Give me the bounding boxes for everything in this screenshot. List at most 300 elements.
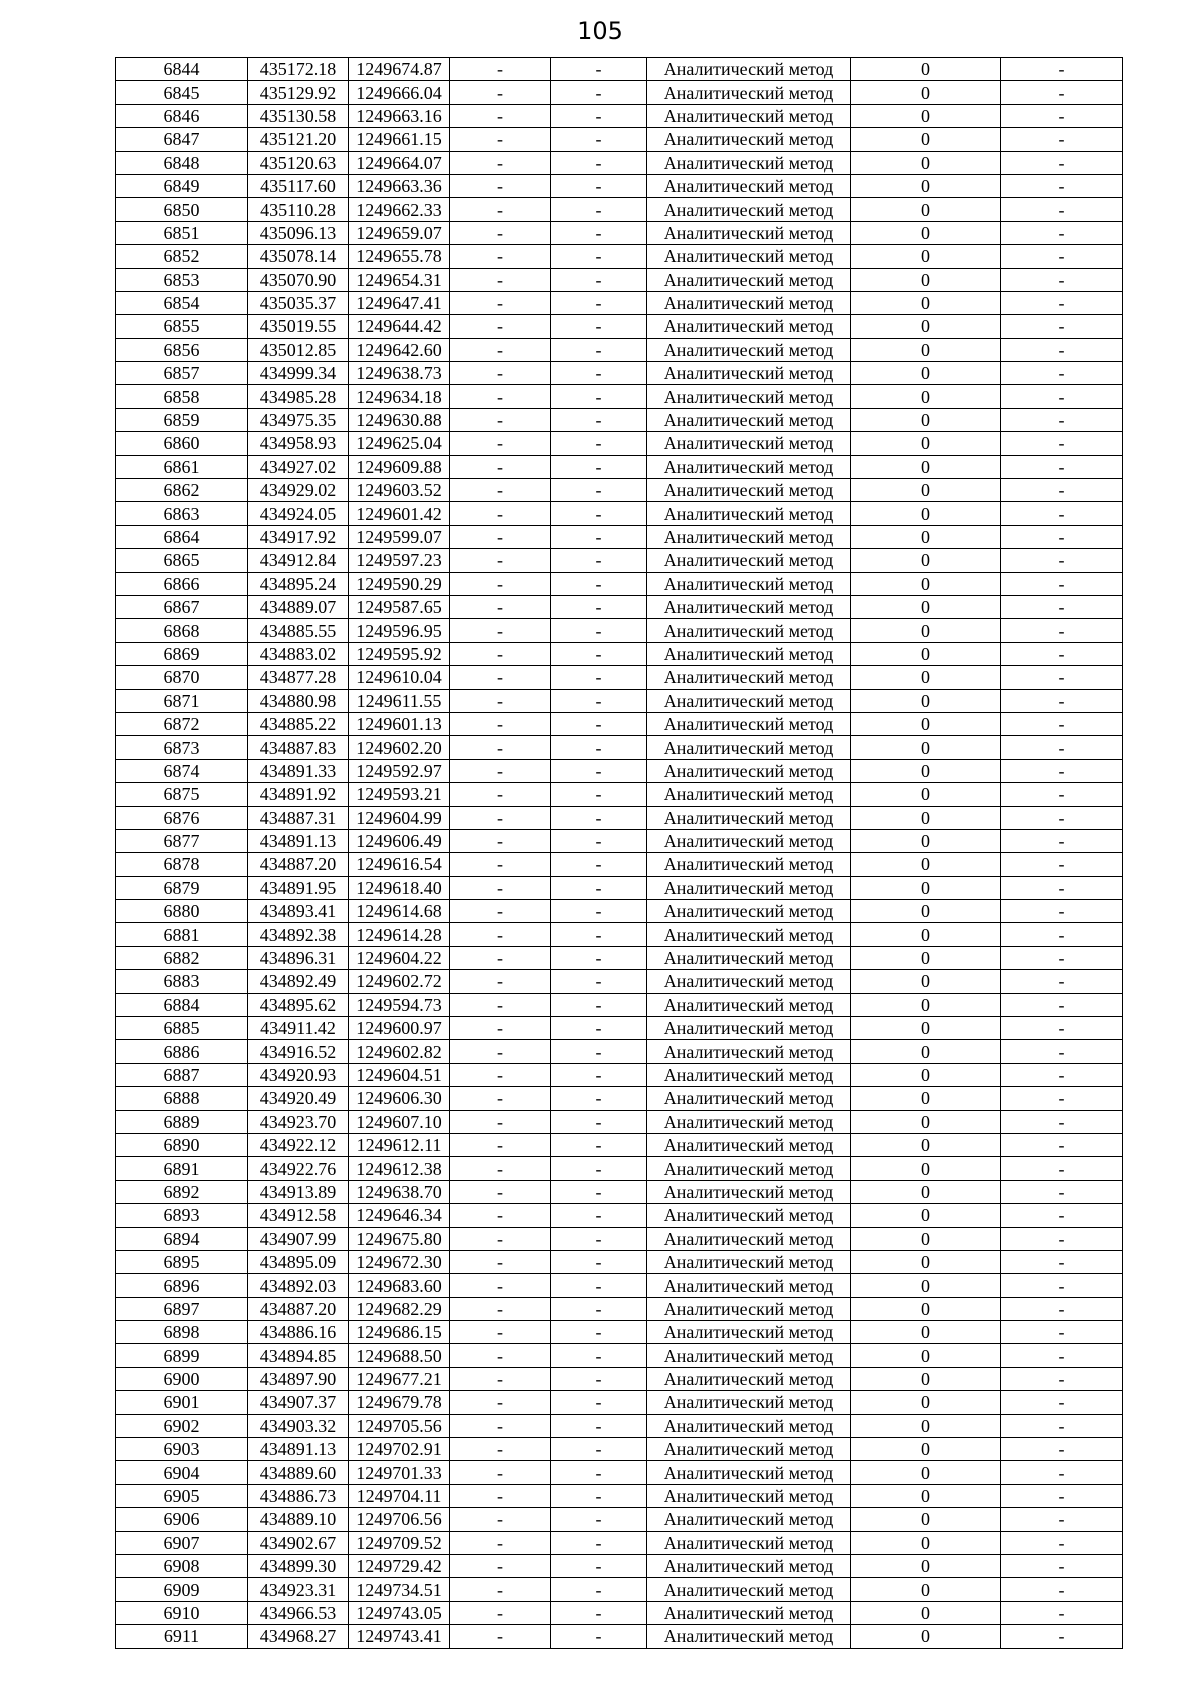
error-value-cell: 0 — [851, 829, 1001, 852]
dash-cell: - — [551, 479, 647, 502]
dash-cell: - — [450, 1438, 551, 1461]
table-row — [116, 712, 1123, 735]
dash-cell: - — [551, 128, 647, 151]
dash-cell: - — [1001, 619, 1123, 642]
dash-cell: - — [1001, 946, 1123, 969]
point-number-cell: 6906 — [116, 1508, 248, 1531]
dash-cell: - — [450, 783, 551, 806]
method-cell: Аналитический метод — [647, 829, 851, 852]
dash-cell: - — [450, 291, 551, 314]
point-number-cell: 6860 — [116, 432, 248, 455]
y-coordinate-cell: 1249597.23 — [349, 549, 450, 572]
dash-cell: - — [1001, 1063, 1123, 1086]
y-coordinate-cell: 1249614.28 — [349, 923, 450, 946]
error-value-cell: 0 — [851, 245, 1001, 268]
dash-cell: - — [551, 1063, 647, 1086]
error-value-cell: 0 — [851, 549, 1001, 572]
table-row — [116, 385, 1123, 408]
method-cell: Аналитический метод — [647, 1508, 851, 1531]
error-value-cell: 0 — [851, 128, 1001, 151]
x-coordinate-cell: 434922.12 — [248, 1133, 349, 1156]
error-value-cell: 0 — [851, 642, 1001, 665]
table-row — [116, 1555, 1123, 1578]
dash-cell: - — [450, 1414, 551, 1437]
method-cell: Аналитический метод — [647, 712, 851, 735]
method-cell: Аналитический метод — [647, 1321, 851, 1344]
point-number-cell: 6867 — [116, 595, 248, 618]
point-number-cell: 6886 — [116, 1040, 248, 1063]
method-cell: Аналитический метод — [647, 1204, 851, 1227]
dash-cell: - — [1001, 876, 1123, 899]
dash-cell: - — [1001, 1531, 1123, 1554]
point-number-cell: 6850 — [116, 198, 248, 221]
method-cell: Аналитический метод — [647, 362, 851, 385]
dash-cell: - — [551, 408, 647, 431]
dash-cell: - — [1001, 315, 1123, 338]
x-coordinate-cell: 434877.28 — [248, 666, 349, 689]
table-row — [116, 1367, 1123, 1390]
point-number-cell: 6882 — [116, 946, 248, 969]
point-number-cell: 6900 — [116, 1367, 248, 1390]
point-number-cell: 6876 — [116, 806, 248, 829]
error-value-cell: 0 — [851, 993, 1001, 1016]
table-row — [116, 736, 1123, 759]
x-coordinate-cell: 434889.07 — [248, 595, 349, 618]
dash-cell: - — [450, 151, 551, 174]
dash-cell: - — [1001, 104, 1123, 127]
table-row — [116, 198, 1123, 221]
method-cell: Аналитический метод — [647, 666, 851, 689]
dash-cell: - — [551, 970, 647, 993]
dash-cell: - — [1001, 689, 1123, 712]
y-coordinate-cell: 1249616.54 — [349, 853, 450, 876]
y-coordinate-cell: 1249607.10 — [349, 1110, 450, 1133]
dash-cell: - — [1001, 666, 1123, 689]
dash-cell: - — [551, 829, 647, 852]
x-coordinate-cell: 434913.89 — [248, 1180, 349, 1203]
table-row — [116, 946, 1123, 969]
point-number-cell: 6896 — [116, 1274, 248, 1297]
table-row — [116, 291, 1123, 314]
dash-cell: - — [450, 174, 551, 197]
x-coordinate-cell: 435035.37 — [248, 291, 349, 314]
dash-cell: - — [450, 1204, 551, 1227]
x-coordinate-cell: 434902.67 — [248, 1531, 349, 1554]
method-cell: Аналитический метод — [647, 1344, 851, 1367]
x-coordinate-cell: 434958.93 — [248, 432, 349, 455]
x-coordinate-cell: 434975.35 — [248, 408, 349, 431]
dash-cell: - — [551, 572, 647, 595]
y-coordinate-cell: 1249606.30 — [349, 1087, 450, 1110]
dash-cell: - — [1001, 1110, 1123, 1133]
table-row — [116, 1110, 1123, 1133]
error-value-cell: 0 — [851, 1133, 1001, 1156]
dash-cell: - — [1001, 829, 1123, 852]
table-row — [116, 806, 1123, 829]
point-number-cell: 6879 — [116, 876, 248, 899]
dash-cell: - — [551, 1180, 647, 1203]
dash-cell: - — [1001, 221, 1123, 244]
dash-cell: - — [551, 1087, 647, 1110]
dash-cell: - — [551, 1227, 647, 1250]
method-cell: Аналитический метод — [647, 525, 851, 548]
method-cell: Аналитический метод — [647, 923, 851, 946]
error-value-cell: 0 — [851, 1157, 1001, 1180]
dash-cell: - — [1001, 1157, 1123, 1180]
table-body — [116, 58, 1123, 1649]
page-number: 105 — [577, 17, 623, 45]
y-coordinate-cell: 1249612.11 — [349, 1133, 450, 1156]
dash-cell: - — [551, 736, 647, 759]
x-coordinate-cell: 434912.84 — [248, 549, 349, 572]
method-cell: Аналитический метод — [647, 338, 851, 361]
point-number-cell: 6903 — [116, 1438, 248, 1461]
dash-cell: - — [551, 58, 647, 81]
point-number-cell: 6891 — [116, 1157, 248, 1180]
dash-cell: - — [1001, 385, 1123, 408]
dash-cell: - — [450, 970, 551, 993]
dash-cell: - — [551, 198, 647, 221]
y-coordinate-cell: 1249706.56 — [349, 1508, 450, 1531]
point-number-cell: 6910 — [116, 1601, 248, 1624]
error-value-cell: 0 — [851, 1625, 1001, 1648]
dash-cell: - — [551, 432, 647, 455]
table-row — [116, 479, 1123, 502]
dash-cell: - — [551, 104, 647, 127]
dash-cell: - — [1001, 1367, 1123, 1390]
point-number-cell: 6875 — [116, 783, 248, 806]
dash-cell: - — [450, 642, 551, 665]
dash-cell: - — [450, 595, 551, 618]
table-row — [116, 549, 1123, 572]
y-coordinate-cell: 1249663.16 — [349, 104, 450, 127]
y-coordinate-cell: 1249602.82 — [349, 1040, 450, 1063]
dash-cell: - — [551, 291, 647, 314]
dash-cell: - — [1001, 900, 1123, 923]
dash-cell: - — [1001, 502, 1123, 525]
error-value-cell: 0 — [851, 876, 1001, 899]
error-value-cell: 0 — [851, 221, 1001, 244]
dash-cell: - — [1001, 736, 1123, 759]
error-value-cell: 0 — [851, 712, 1001, 735]
method-cell: Аналитический метод — [647, 502, 851, 525]
point-number-cell: 6907 — [116, 1531, 248, 1554]
dash-cell: - — [551, 362, 647, 385]
dash-cell: - — [1001, 432, 1123, 455]
table-row — [116, 1531, 1123, 1554]
point-number-cell: 6858 — [116, 385, 248, 408]
dash-cell: - — [551, 1578, 647, 1601]
error-value-cell: 0 — [851, 338, 1001, 361]
point-number-cell: 6883 — [116, 970, 248, 993]
method-cell: Аналитический метод — [647, 128, 851, 151]
table-row — [116, 1017, 1123, 1040]
point-number-cell: 6901 — [116, 1391, 248, 1414]
x-coordinate-cell: 434907.99 — [248, 1227, 349, 1250]
dash-cell: - — [1001, 1508, 1123, 1531]
table-row — [116, 595, 1123, 618]
dash-cell: - — [551, 1625, 647, 1648]
error-value-cell: 0 — [851, 923, 1001, 946]
point-number-cell: 6895 — [116, 1250, 248, 1273]
point-number-cell: 6869 — [116, 642, 248, 665]
table-row — [116, 58, 1123, 81]
error-value-cell: 0 — [851, 759, 1001, 782]
table-row — [116, 1204, 1123, 1227]
method-cell: Аналитический метод — [647, 408, 851, 431]
dash-cell: - — [450, 1601, 551, 1624]
dash-cell: - — [450, 1063, 551, 1086]
method-cell: Аналитический метод — [647, 315, 851, 338]
y-coordinate-cell: 1249603.52 — [349, 479, 450, 502]
dash-cell: - — [551, 806, 647, 829]
y-coordinate-cell: 1249702.91 — [349, 1438, 450, 1461]
table-row — [116, 81, 1123, 104]
dash-cell: - — [450, 502, 551, 525]
table-row — [116, 666, 1123, 689]
dash-cell: - — [450, 1297, 551, 1320]
x-coordinate-cell: 435117.60 — [248, 174, 349, 197]
table-row — [116, 1414, 1123, 1437]
table-row — [116, 1601, 1123, 1624]
error-value-cell: 0 — [851, 1531, 1001, 1554]
point-number-cell: 6851 — [116, 221, 248, 244]
method-cell: Аналитический метод — [647, 736, 851, 759]
dash-cell: - — [1001, 128, 1123, 151]
error-value-cell: 0 — [851, 104, 1001, 127]
point-number-cell: 6872 — [116, 712, 248, 735]
y-coordinate-cell: 1249666.04 — [349, 81, 450, 104]
dash-cell: - — [450, 1484, 551, 1507]
y-coordinate-cell: 1249630.88 — [349, 408, 450, 431]
x-coordinate-cell: 434887.20 — [248, 853, 349, 876]
table-row — [116, 1461, 1123, 1484]
x-coordinate-cell: 434893.41 — [248, 900, 349, 923]
dash-cell: - — [1001, 525, 1123, 548]
table-row — [116, 923, 1123, 946]
y-coordinate-cell: 1249646.34 — [349, 1204, 450, 1227]
dash-cell: - — [1001, 1133, 1123, 1156]
x-coordinate-cell: 434966.53 — [248, 1601, 349, 1624]
x-coordinate-cell: 434894.85 — [248, 1344, 349, 1367]
x-coordinate-cell: 434916.52 — [248, 1040, 349, 1063]
error-value-cell: 0 — [851, 1414, 1001, 1437]
dash-cell: - — [551, 151, 647, 174]
y-coordinate-cell: 1249661.15 — [349, 128, 450, 151]
error-value-cell: 0 — [851, 1204, 1001, 1227]
method-cell: Аналитический метод — [647, 1133, 851, 1156]
error-value-cell: 0 — [851, 689, 1001, 712]
dash-cell: - — [551, 923, 647, 946]
x-coordinate-cell: 434895.09 — [248, 1250, 349, 1273]
table-row — [116, 1625, 1123, 1648]
dash-cell: - — [551, 268, 647, 291]
error-value-cell: 0 — [851, 479, 1001, 502]
x-coordinate-cell: 434885.22 — [248, 712, 349, 735]
y-coordinate-cell: 1249644.42 — [349, 315, 450, 338]
x-coordinate-cell: 434907.37 — [248, 1391, 349, 1414]
x-coordinate-cell: 434886.16 — [248, 1321, 349, 1344]
method-cell: Аналитический метод — [647, 1227, 851, 1250]
method-cell: Аналитический метод — [647, 1414, 851, 1437]
dash-cell: - — [450, 736, 551, 759]
method-cell: Аналитический метод — [647, 1040, 851, 1063]
dash-cell: - — [1001, 408, 1123, 431]
y-coordinate-cell: 1249682.29 — [349, 1297, 450, 1320]
y-coordinate-cell: 1249594.73 — [349, 993, 450, 1016]
dash-cell: - — [450, 268, 551, 291]
dash-cell: - — [450, 1180, 551, 1203]
x-coordinate-cell: 434920.93 — [248, 1063, 349, 1086]
y-coordinate-cell: 1249679.78 — [349, 1391, 450, 1414]
y-coordinate-cell: 1249618.40 — [349, 876, 450, 899]
y-coordinate-cell: 1249604.99 — [349, 806, 450, 829]
dash-cell: - — [450, 1461, 551, 1484]
dash-cell: - — [450, 1367, 551, 1390]
dash-cell: - — [450, 572, 551, 595]
method-cell: Аналитический метод — [647, 1180, 851, 1203]
dash-cell: - — [551, 1110, 647, 1133]
dash-cell: - — [450, 1391, 551, 1414]
table-row — [116, 1180, 1123, 1203]
dash-cell: - — [551, 1414, 647, 1437]
y-coordinate-cell: 1249600.97 — [349, 1017, 450, 1040]
dash-cell: - — [1001, 479, 1123, 502]
dash-cell: - — [1001, 1555, 1123, 1578]
error-value-cell: 0 — [851, 619, 1001, 642]
dash-cell: - — [1001, 58, 1123, 81]
point-number-cell: 6874 — [116, 759, 248, 782]
method-cell: Аналитический метод — [647, 1531, 851, 1554]
point-number-cell: 6868 — [116, 619, 248, 642]
y-coordinate-cell: 1249638.73 — [349, 362, 450, 385]
x-coordinate-cell: 434892.38 — [248, 923, 349, 946]
dash-cell: - — [551, 1344, 647, 1367]
y-coordinate-cell: 1249612.38 — [349, 1157, 450, 1180]
y-coordinate-cell: 1249743.41 — [349, 1625, 450, 1648]
y-coordinate-cell: 1249743.05 — [349, 1601, 450, 1624]
dash-cell: - — [1001, 1625, 1123, 1648]
error-value-cell: 0 — [851, 1274, 1001, 1297]
dash-cell: - — [450, 58, 551, 81]
point-number-cell: 6855 — [116, 315, 248, 338]
dash-cell: - — [450, 900, 551, 923]
dash-cell: - — [551, 1040, 647, 1063]
table-row — [116, 1438, 1123, 1461]
y-coordinate-cell: 1249625.04 — [349, 432, 450, 455]
x-coordinate-cell: 434968.27 — [248, 1625, 349, 1648]
x-coordinate-cell: 434889.60 — [248, 1461, 349, 1484]
dash-cell: - — [450, 1087, 551, 1110]
method-cell: Аналитический метод — [647, 1438, 851, 1461]
point-number-cell: 6881 — [116, 923, 248, 946]
y-coordinate-cell: 1249672.30 — [349, 1250, 450, 1273]
point-number-cell: 6844 — [116, 58, 248, 81]
dash-cell: - — [1001, 1274, 1123, 1297]
y-coordinate-cell: 1249604.22 — [349, 946, 450, 969]
error-value-cell: 0 — [851, 1578, 1001, 1601]
y-coordinate-cell: 1249663.36 — [349, 174, 450, 197]
method-cell: Аналитический метод — [647, 479, 851, 502]
dash-cell: - — [551, 689, 647, 712]
dash-cell: - — [450, 666, 551, 689]
dash-cell: - — [450, 1110, 551, 1133]
error-value-cell: 0 — [851, 1344, 1001, 1367]
method-cell: Аналитический метод — [647, 174, 851, 197]
dash-cell: - — [551, 1438, 647, 1461]
point-number-cell: 6849 — [116, 174, 248, 197]
table-row — [116, 1484, 1123, 1507]
point-number-cell: 6873 — [116, 736, 248, 759]
x-coordinate-cell: 434892.03 — [248, 1274, 349, 1297]
method-cell: Аналитический метод — [647, 1297, 851, 1320]
method-cell: Аналитический метод — [647, 81, 851, 104]
error-value-cell: 0 — [851, 1555, 1001, 1578]
error-value-cell: 0 — [851, 81, 1001, 104]
point-number-cell: 6897 — [116, 1297, 248, 1320]
x-coordinate-cell: 434891.95 — [248, 876, 349, 899]
x-coordinate-cell: 434891.13 — [248, 829, 349, 852]
point-number-cell: 6848 — [116, 151, 248, 174]
error-value-cell: 0 — [851, 432, 1001, 455]
table-row — [116, 1133, 1123, 1156]
point-number-cell: 6880 — [116, 900, 248, 923]
dash-cell: - — [1001, 1461, 1123, 1484]
dash-cell: - — [1001, 1344, 1123, 1367]
dash-cell: - — [450, 806, 551, 829]
method-cell: Аналитический метод — [647, 151, 851, 174]
dash-cell: - — [551, 1555, 647, 1578]
error-value-cell: 0 — [851, 198, 1001, 221]
dash-cell: - — [450, 1017, 551, 1040]
table-row — [116, 1344, 1123, 1367]
dash-cell: - — [551, 619, 647, 642]
point-number-cell: 6892 — [116, 1180, 248, 1203]
dash-cell: - — [551, 1017, 647, 1040]
dash-cell: - — [450, 104, 551, 127]
method-cell: Аналитический метод — [647, 689, 851, 712]
y-coordinate-cell: 1249634.18 — [349, 385, 450, 408]
dash-cell: - — [1001, 1321, 1123, 1344]
dash-cell: - — [551, 712, 647, 735]
table-row — [116, 455, 1123, 478]
dash-cell: - — [450, 1227, 551, 1250]
y-coordinate-cell: 1249677.21 — [349, 1367, 450, 1390]
error-value-cell: 0 — [851, 58, 1001, 81]
x-coordinate-cell: 434999.34 — [248, 362, 349, 385]
point-number-cell: 6866 — [116, 572, 248, 595]
dash-cell: - — [450, 1508, 551, 1531]
error-value-cell: 0 — [851, 853, 1001, 876]
table-row — [116, 970, 1123, 993]
error-value-cell: 0 — [851, 385, 1001, 408]
dash-cell: - — [1001, 151, 1123, 174]
x-coordinate-cell: 435130.58 — [248, 104, 349, 127]
method-cell: Аналитический метод — [647, 572, 851, 595]
error-value-cell: 0 — [851, 666, 1001, 689]
error-value-cell: 0 — [851, 1110, 1001, 1133]
x-coordinate-cell: 434903.32 — [248, 1414, 349, 1437]
dash-cell: - — [1001, 291, 1123, 314]
method-cell: Аналитический метод — [647, 783, 851, 806]
dash-cell: - — [450, 712, 551, 735]
table-row — [116, 1227, 1123, 1250]
y-coordinate-cell: 1249659.07 — [349, 221, 450, 244]
table-row — [116, 1157, 1123, 1180]
dash-cell: - — [551, 1484, 647, 1507]
error-value-cell: 0 — [851, 946, 1001, 969]
table-row — [116, 1040, 1123, 1063]
